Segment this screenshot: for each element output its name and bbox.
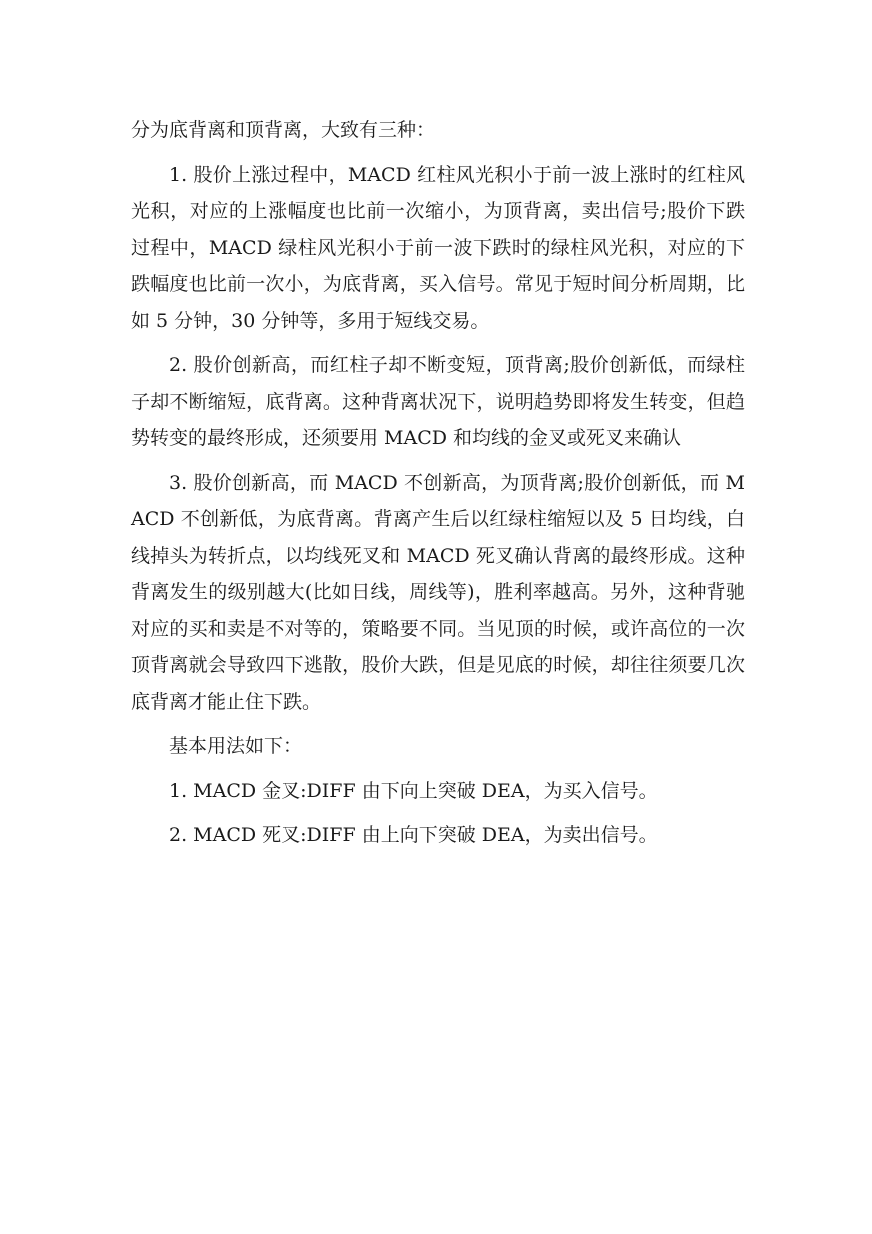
- paragraph-intro: 分为底背离和顶背离，大致有三种：: [131, 119, 436, 141]
- paragraph-basic-usage-heading: 基本用法如下：: [169, 735, 303, 757]
- paragraph-point-1: 1. 股价上涨过程中，MACD 红柱风光积小于前一波上涨时的红柱风光积，对应的上涨幅度也比前一次缩小，为顶背离，卖出信号;股价下跌过程中，MACD 绿柱风光积小于前一波下跌时的绿柱风光积，对应的下跌幅度也比前一次小，为底背离，买入信号。常见于短时间分析周期，比如 5 分钟，30 分钟等，多用于短线交易。: [131, 163, 745, 332]
- paragraph-point-3: 3. 股价创新高，而 MACD 不创新高，为顶背离;股价创新低，而 MACD 不创新低，为底背离。背离产生后以红绿柱缩短以及 5 日均线，白线掉头为转折点，以均线死叉和 MACD 死叉确认背离的最终形成。这种背离发生的级别越大(比如日线，周线等)，胜利率越高。另外，这种背驰对应的买和卖是不对等的，策略要不同。当见顶的时候，或许高位的一次顶背离就会导致四下逃散，股价大跌，但是见底的时候，却往往须要几次底背离才能止住下跌。: [131, 471, 745, 713]
- paragraph-point-2: 2. 股价创新高，而红柱子却不断变短，顶背离;股价创新低，而绿柱子却不断缩短，底背离。这种背离状况下，说明趋势即将发生转变，但趋势转变的最终形成，还须要用 MACD 和均线的金叉或死叉来确认: [131, 354, 745, 449]
- paragraph-death-cross: 2. MACD 死叉:DIFF 由上向下突破 DEA，为卖出信号。: [169, 824, 658, 846]
- paragraph-golden-cross: 1. MACD 金叉:DIFF 由下向上突破 DEA，为买入信号。: [169, 779, 658, 802]
- document-body: [131, 112, 745, 862]
